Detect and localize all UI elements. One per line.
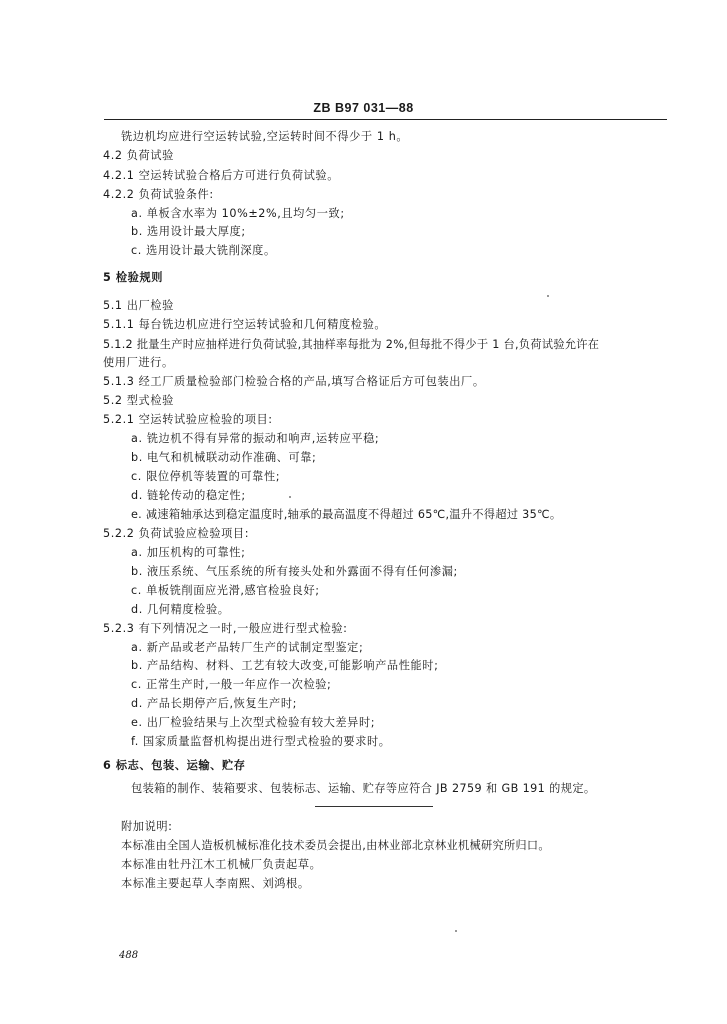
section-heading: 4.2 负荷试验 xyxy=(103,149,174,162)
list-item: d. 几何精度检验。 xyxy=(131,603,230,616)
text-line: 包装箱的制作、装箱要求、包装标志、运输、贮存等应符合 JB 2759 和 GB 191 的规定。 xyxy=(131,782,596,795)
list-item: a. 铣边机不得有异常的振动和响声,运转应平稳; xyxy=(131,432,380,445)
scan-speck xyxy=(547,295,549,297)
section-heading: 5.1 出厂检验 xyxy=(103,299,174,312)
appendix-title: 附加说明: xyxy=(121,820,173,833)
text-line: 5.1.1 每台铣边机应进行空运转试验和几何精度检验。 xyxy=(103,318,387,331)
appendix-line: 本标准由牡丹江木工机械厂负责起草。 xyxy=(121,858,322,871)
list-item: b. 液压系统、气压系统的所有接头处和外露面不得有任何渗漏; xyxy=(131,565,458,578)
list-item: a. 单板含水率为 10%±2%,且均匀一致; xyxy=(131,207,345,220)
list-item: a. 新产品或老产品转厂生产的试制定型鉴定; xyxy=(131,641,364,654)
text-line: 5.2.1 空运转试验应检验的项目: xyxy=(103,413,273,426)
text-line: 铣边机均应进行空运转试验,空运转时间不得少于 1 h。 xyxy=(121,130,409,143)
appendix-line: 本标准主要起草人李南熙、刘鸿根。 xyxy=(121,877,310,890)
list-item: e. 出厂检验结果与上次型式检验有较大差异时; xyxy=(131,716,376,729)
text-line: 5.1.2 批量生产时应抽样进行负荷试验,其抽样率每批为 2%,但每批不得少于 1 台,负荷试验允许在 xyxy=(103,338,600,351)
list-item: e. 减速箱轴承达到稳定温度时,轴承的最高温度不得超过 65℃,温升不得超过 35℃。 xyxy=(131,508,562,521)
text-line: 使用厂进行。 xyxy=(103,356,174,369)
chapter-heading: 5 检验规则 xyxy=(103,271,164,284)
list-item: c. 单板铣削面应光滑,感官检验良好; xyxy=(131,584,320,597)
list-item: b. 电气和机械联动动作准确、可靠; xyxy=(131,451,317,464)
appendix-line: 本标准由全国人造板机械标准化技术委员会提出,由林业部北京林业机械研究所归口。 xyxy=(121,839,550,852)
list-item: d. 链轮传动的稳定性; xyxy=(131,489,246,502)
standard-code-header: ZB B97 031—88 xyxy=(313,101,414,115)
text-line: 4.2.2 负荷试验条件: xyxy=(103,188,214,201)
scan-speck xyxy=(455,930,457,932)
list-item: c. 正常生产时,一般一年应作一次检验; xyxy=(131,678,332,691)
text-line: 4.2.1 空运转试验合格后方可进行负荷试验。 xyxy=(103,169,340,182)
list-item: a. 加压机构的可靠性; xyxy=(131,546,246,559)
text-line: 5.2.3 有下列情况之一时,一般应进行型式检验: xyxy=(103,622,348,635)
list-item: b. 选用设计最大厚度; xyxy=(131,225,246,238)
text-line: 5.1.3 经工厂质量检验部门检验合格的产品,填写合格证后方可包装出厂。 xyxy=(103,375,485,388)
chapter-heading: 6 标志、包装、运输、贮存 xyxy=(103,759,246,772)
list-item: c. 限位停机等装置的可靠性; xyxy=(131,470,281,483)
list-item: b. 产品结构、材料、工艺有较大改变,可能影响产品性能时; xyxy=(131,659,439,672)
separator-rule xyxy=(315,806,433,807)
text-line: 5.2.2 负荷试验应检验项目: xyxy=(103,527,250,540)
scan-speck xyxy=(289,496,291,498)
list-item: f. 国家质量监督机构提出进行型式检验的要求时。 xyxy=(131,735,391,748)
section-heading: 5.2 型式检验 xyxy=(103,394,174,407)
header-rule xyxy=(104,119,667,120)
page-number: 488 xyxy=(119,950,139,961)
list-item: c. 选用设计最大铣削深度。 xyxy=(131,244,276,257)
list-item: d. 产品长期停产后,恢复生产时; xyxy=(131,697,297,710)
